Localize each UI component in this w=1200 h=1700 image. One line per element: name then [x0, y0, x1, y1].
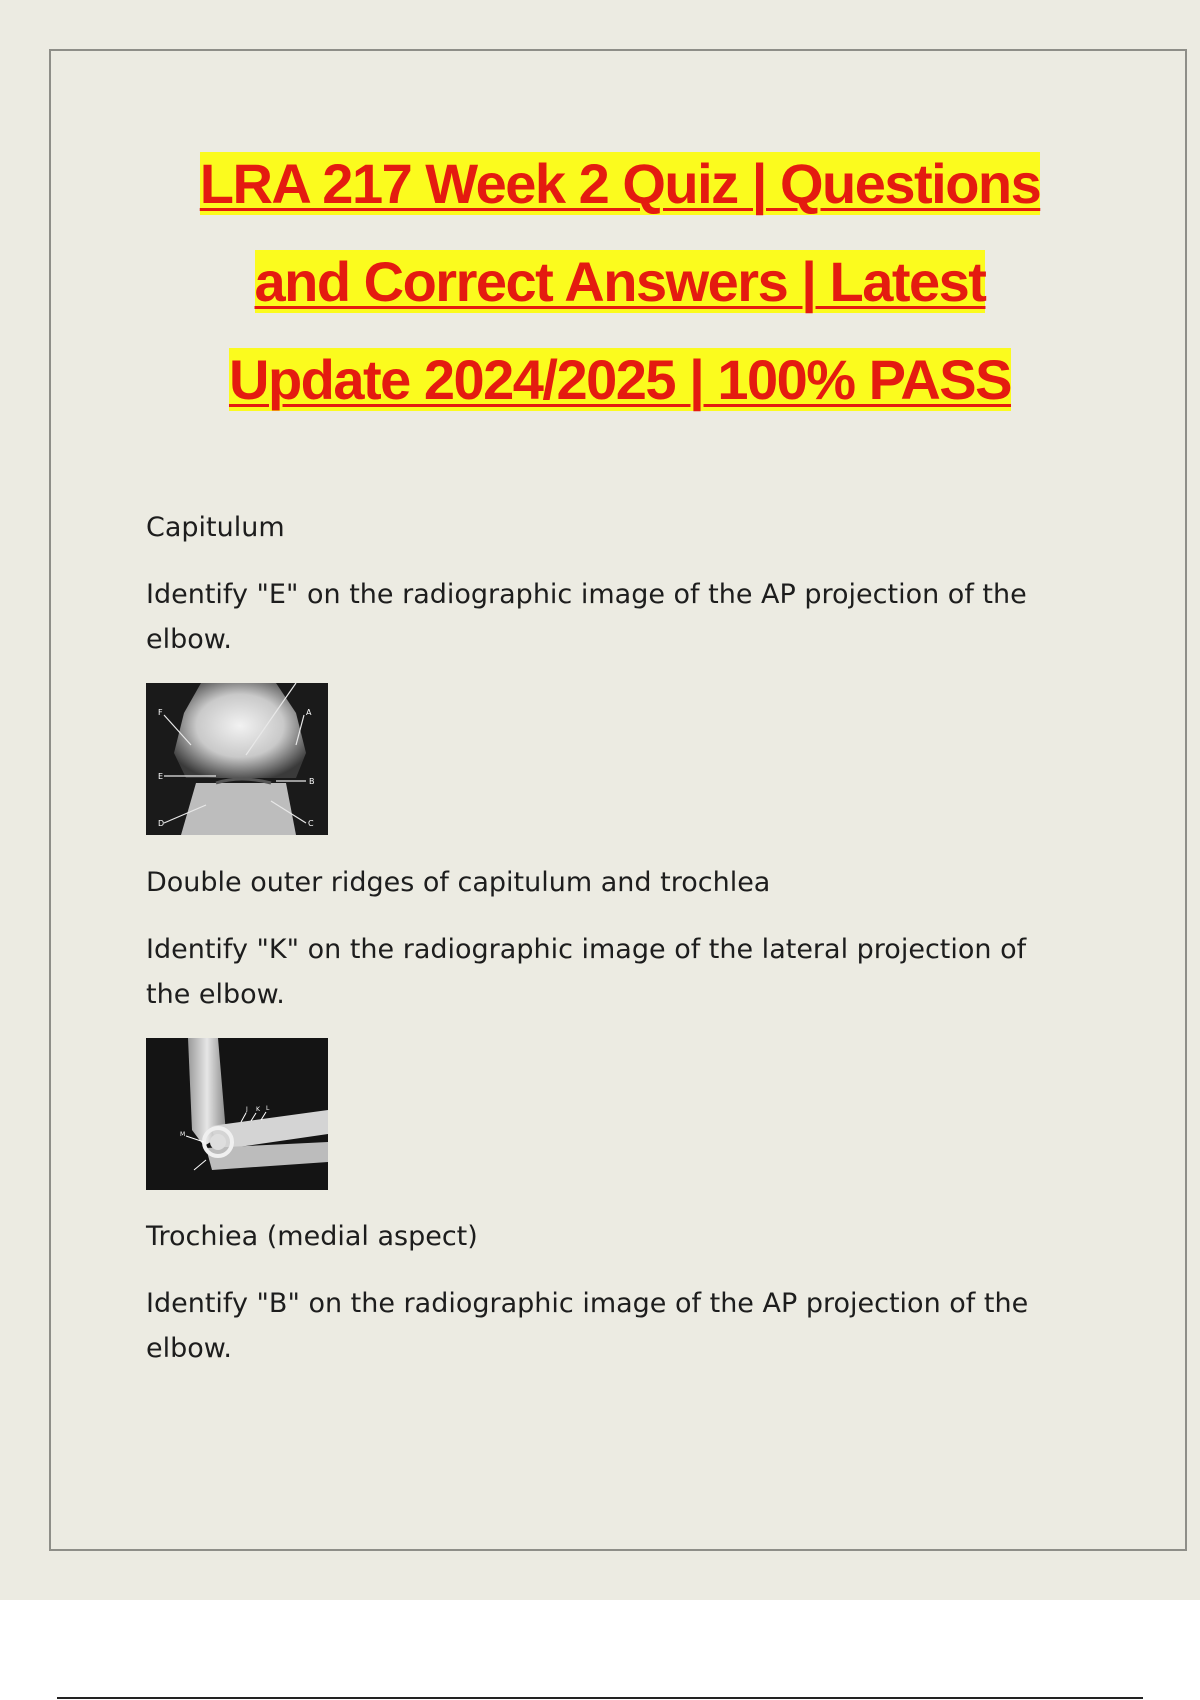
lateral-label-k: K	[256, 1106, 260, 1113]
title-line-1: LRA 217 Week 2 Quiz | Questions	[199, 152, 1041, 215]
ap-label-a: A	[306, 708, 312, 717]
lateral-label-j: J	[246, 1106, 248, 1113]
answer-text: Double outer ridges of capitulum and trochlea	[146, 867, 771, 898]
question-text: Identify "K" on the radiographic image of the lateral projection of the elbow.	[146, 934, 1027, 1010]
lateral-elbow-radiograph	[146, 1038, 328, 1190]
answer-text: Trochiea (medial aspect)	[146, 1221, 478, 1252]
answer-text: Capitulum	[146, 512, 285, 543]
ap-label-f: F	[158, 708, 163, 717]
ap-label-c: C	[308, 819, 314, 828]
footer-divider	[57, 1697, 1143, 1699]
ap-label-b: B	[309, 777, 315, 786]
ap-label-e: E	[158, 772, 164, 781]
question-text: Identify "B" on the radiographic image of the AP projection of the elbow.	[146, 1288, 1029, 1364]
document-title	[100, 135, 1140, 429]
lateral-label-l: L	[266, 1105, 270, 1112]
lateral-label-m: M	[180, 1131, 186, 1138]
ap-elbow-radiograph	[146, 683, 328, 835]
question-text: Identify "E" on the radiographic image of the AP projection of the elbow.	[146, 579, 1027, 655]
title-line-3: Update 2024/2025 | 100% PASS	[229, 348, 1011, 411]
title-line-2: and Correct Answers | Latest	[254, 250, 986, 313]
ap-label-d: D	[158, 819, 165, 828]
